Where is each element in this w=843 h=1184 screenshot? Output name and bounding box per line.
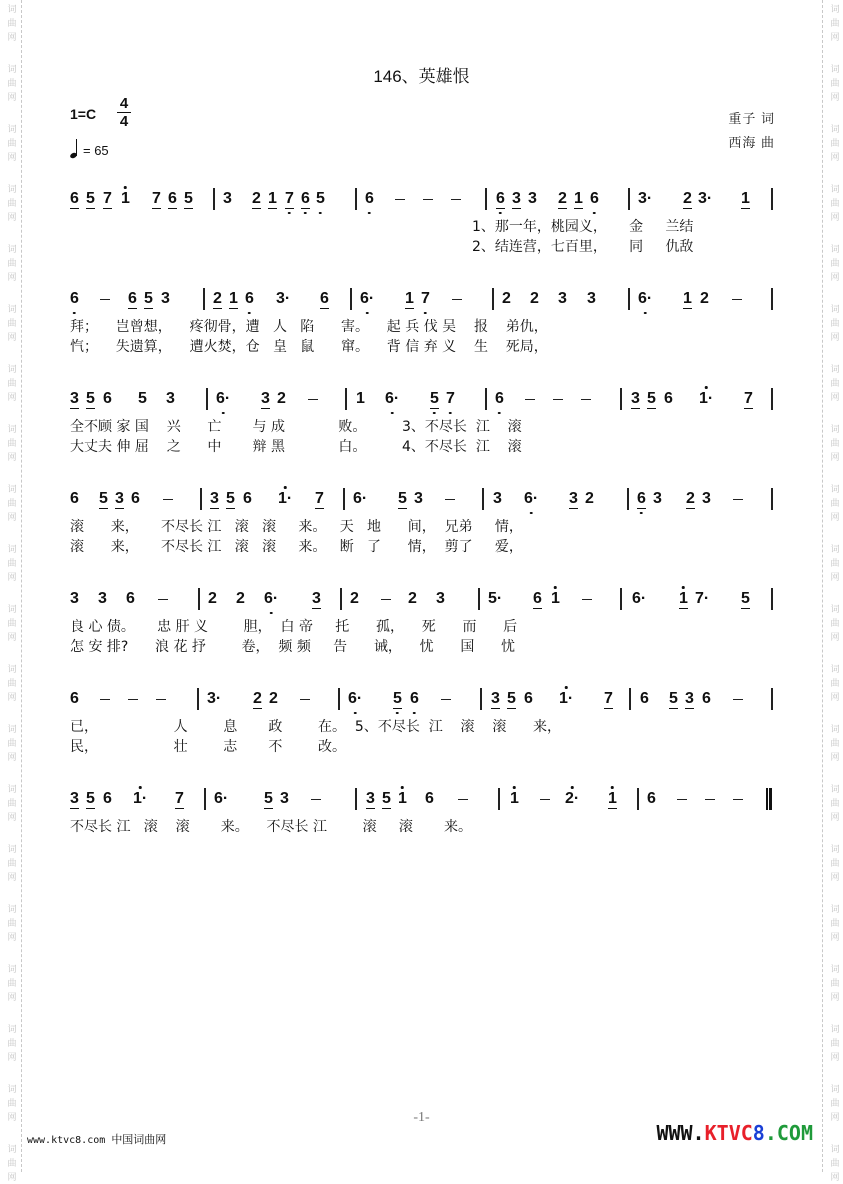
note: 6 xyxy=(320,290,329,307)
note: 5 xyxy=(398,490,407,507)
sustain-dash xyxy=(732,299,742,300)
note: 6 xyxy=(590,190,599,207)
note: 6· xyxy=(216,390,231,407)
note: 6 xyxy=(365,190,374,207)
note: 3 xyxy=(631,390,640,407)
note: 3 xyxy=(223,190,232,207)
watermark-text: 词 曲 网 xyxy=(830,784,840,822)
note: 3 xyxy=(70,390,79,407)
note: 6 xyxy=(245,290,254,307)
barline xyxy=(350,288,352,310)
watermark-text: 词 曲 网 xyxy=(7,64,17,102)
note: 6· xyxy=(264,590,279,607)
time-signature-top: 4 xyxy=(119,95,129,112)
note: 6 xyxy=(301,190,310,207)
sustain-dash xyxy=(100,699,110,700)
note: 2 xyxy=(585,490,594,507)
footer-site-name: 中国词曲网 xyxy=(111,1133,167,1146)
note: 6 xyxy=(664,390,673,407)
watermark-text: 词 曲 网 xyxy=(830,1144,840,1182)
watermark-text: 词 曲 网 xyxy=(7,664,17,702)
note: 5 xyxy=(507,690,516,707)
note: 3· xyxy=(207,690,222,707)
barline xyxy=(340,588,342,610)
note: 5 xyxy=(138,390,147,407)
watermark-text: 词 曲 网 xyxy=(7,724,17,762)
note: 1 xyxy=(356,390,365,407)
watermark-text: 词 曲 网 xyxy=(830,364,840,402)
barline xyxy=(485,388,487,410)
final-barline xyxy=(766,788,772,810)
note: 7 xyxy=(446,390,455,407)
note: 5 xyxy=(669,690,678,707)
sustain-dash xyxy=(158,599,168,600)
barline xyxy=(771,588,773,610)
watermark-text: 词 曲 网 xyxy=(830,724,840,762)
watermark-text: 词 曲 网 xyxy=(830,484,840,522)
note: 3 xyxy=(685,690,694,707)
note: 6 xyxy=(131,490,140,507)
barline xyxy=(771,188,773,210)
lyric-line: 滚 来， 不尽长 江 滚 滚 来。 天 地 间， 兄弟 情， xyxy=(70,519,523,535)
lyric-line: 怎 安 排? 浪 花 抒 卷， 频 频 告 诫， 忧 国 忧 xyxy=(70,639,516,655)
note: 5· xyxy=(488,590,503,607)
note: 3 xyxy=(366,790,375,807)
note: 2 xyxy=(686,490,695,507)
note: 6 xyxy=(70,490,79,507)
note: 7 xyxy=(285,190,294,207)
lyric-line: 不尽长 江 滚 滚 来。 不尽长 江 滚 滚 来。 xyxy=(70,819,473,835)
note: 5 xyxy=(226,490,235,507)
note: 1 xyxy=(510,790,519,807)
key-signature: 1=C xyxy=(70,106,97,122)
lyric-line: 1、那一年，桃园义， 金 兰结 xyxy=(472,219,694,235)
watermark-text: 词 曲 网 xyxy=(830,664,840,702)
note: 3· xyxy=(276,290,291,307)
watermark-text: 词 曲 网 xyxy=(7,424,17,462)
song-title: 146、英雄恨 xyxy=(373,67,470,86)
watermark-text: 词 曲 网 xyxy=(7,184,17,222)
note: 3· xyxy=(698,190,713,207)
sustain-dash xyxy=(311,799,321,800)
barline xyxy=(771,688,773,710)
watermark-text: 词 曲 网 xyxy=(830,1024,840,1062)
sustain-dash xyxy=(395,199,405,200)
footer-site-url[interactable]: www.ktvc8.com xyxy=(27,1135,106,1146)
lyric-line: 全不顾 家 国 兴 亡 与 成 败。 3、不尽长 江 滚 xyxy=(70,419,522,435)
barline xyxy=(771,488,773,510)
watermark-text: 词 曲 网 xyxy=(830,424,840,462)
note: 6 xyxy=(128,290,137,307)
note: 7 xyxy=(421,290,430,307)
note: 3 xyxy=(587,290,596,307)
note: 3 xyxy=(312,590,321,607)
note: 2 xyxy=(502,290,511,307)
left-margin-line xyxy=(21,0,22,1172)
note: 5 xyxy=(647,390,656,407)
barline xyxy=(200,488,202,510)
note: 6 xyxy=(495,390,504,407)
note: 1 xyxy=(405,290,414,307)
note: 2 xyxy=(252,190,261,207)
watermark-text: 词 曲 网 xyxy=(830,544,840,582)
note: 3 xyxy=(653,490,662,507)
note: 5 xyxy=(86,790,95,807)
note: 1· xyxy=(278,490,293,507)
note: 6 xyxy=(103,790,112,807)
barline xyxy=(628,288,630,310)
logo-part: 8 xyxy=(752,1121,765,1145)
note: 7 xyxy=(152,190,161,207)
note: 1 xyxy=(608,790,617,807)
note: 3 xyxy=(70,790,79,807)
note: 3· xyxy=(638,190,653,207)
barline xyxy=(345,388,347,410)
note: 2 xyxy=(700,290,709,307)
lyric-line: 大丈夫 伸 屈 之 中 辩 黑 白。 4、不尽长 江 滚 xyxy=(70,439,522,455)
barline xyxy=(771,388,773,410)
note: 2 xyxy=(213,290,222,307)
barline xyxy=(627,488,629,510)
barline xyxy=(482,488,484,510)
sustain-dash xyxy=(423,199,433,200)
lyric-line: 滚 来， 不尽长 江 滚 滚 来。 断 了 情， 剪了 爱， xyxy=(70,539,523,555)
note: 2 xyxy=(277,390,286,407)
note: 7 xyxy=(315,490,324,507)
footer-site-info xyxy=(27,1131,166,1147)
note: 7· xyxy=(695,590,710,607)
note: 1 xyxy=(398,790,407,807)
note: 2 xyxy=(558,190,567,207)
note: 3 xyxy=(261,390,270,407)
watermark-text: 词 曲 网 xyxy=(7,844,17,882)
right-margin-line xyxy=(822,0,823,1172)
watermark-text: 词 曲 网 xyxy=(830,184,840,222)
sustain-dash xyxy=(451,199,461,200)
sustain-dash xyxy=(441,699,451,700)
watermark-text: 词 曲 网 xyxy=(830,1084,840,1122)
note: 6· xyxy=(214,790,229,807)
watermark-text: 词 曲 网 xyxy=(830,904,840,942)
watermark-text: 词 曲 网 xyxy=(830,964,840,1002)
barline xyxy=(213,188,215,210)
sustain-dash xyxy=(381,599,391,600)
note: 3 xyxy=(569,490,578,507)
sustain-dash xyxy=(458,799,468,800)
barline xyxy=(628,188,630,210)
watermark-text: 词 曲 网 xyxy=(7,484,17,522)
sustain-dash xyxy=(553,399,563,400)
watermark-text: 词 曲 网 xyxy=(830,304,840,342)
barline xyxy=(198,588,200,610)
note: 7 xyxy=(604,690,613,707)
note: 1 xyxy=(121,190,130,207)
note: 6· xyxy=(524,490,539,507)
watermark-text: 词 曲 网 xyxy=(7,304,17,342)
watermark-text: 词 曲 网 xyxy=(830,64,840,102)
note: 5 xyxy=(741,590,750,607)
note: 5 xyxy=(382,790,391,807)
note: 2 xyxy=(408,590,417,607)
note: 5 xyxy=(264,790,273,807)
barline xyxy=(197,688,199,710)
note: 6· xyxy=(353,490,368,507)
note: 6· xyxy=(385,390,400,407)
sustain-dash xyxy=(733,799,743,800)
watermark-text: 词 曲 网 xyxy=(830,244,840,282)
sustain-dash xyxy=(156,699,166,700)
note: 3 xyxy=(161,290,170,307)
sustain-dash xyxy=(163,499,173,500)
barline xyxy=(204,788,206,810)
sustain-dash xyxy=(581,399,591,400)
note: 6 xyxy=(168,190,177,207)
sustain-dash xyxy=(677,799,687,800)
lyric-line: 已， 人 息 政 在。 5、不尽长 江 滚 滚 来， xyxy=(70,719,562,735)
sustain-dash xyxy=(452,299,462,300)
lyric-line: 拜； 岂曾想， 疼彻骨，遭 人 陷 害。 起 兵 伐 吴 报 弟仇， xyxy=(70,319,548,335)
note: 3 xyxy=(528,190,537,207)
barline xyxy=(620,588,622,610)
note: 7 xyxy=(175,790,184,807)
note: 3 xyxy=(414,490,423,507)
note: 3 xyxy=(98,590,107,607)
note: 6· xyxy=(632,590,647,607)
note: 6 xyxy=(410,690,419,707)
watermark-text: 词 曲 网 xyxy=(7,1024,17,1062)
barline xyxy=(492,288,494,310)
watermark-text: 词 曲 网 xyxy=(7,244,17,282)
note: 6· xyxy=(638,290,653,307)
lyricist-credit: 重子 词 xyxy=(728,111,775,126)
barline xyxy=(498,788,500,810)
note: 5 xyxy=(430,390,439,407)
sustain-dash xyxy=(582,599,592,600)
barline xyxy=(620,388,622,410)
note: 1 xyxy=(229,290,238,307)
note: 3 xyxy=(491,690,500,707)
lyric-line: 良 心 债。 忠 肝 义 胆， 白 帝 托 孤， 死 而 后 xyxy=(70,619,518,635)
composer-credit: 西海 曲 xyxy=(728,135,775,150)
note: 1· xyxy=(559,690,574,707)
note: 6 xyxy=(243,490,252,507)
note: 2 xyxy=(269,690,278,707)
sustain-dash xyxy=(525,399,535,400)
page-number: -1- xyxy=(413,1110,430,1125)
note: 6· xyxy=(348,690,363,707)
note: 5 xyxy=(86,390,95,407)
note: 6· xyxy=(360,290,375,307)
barline xyxy=(478,588,480,610)
note: 6 xyxy=(496,190,505,207)
sustain-dash xyxy=(705,799,715,800)
note: 2· xyxy=(565,790,580,807)
time-signature-bottom: 4 xyxy=(119,113,129,130)
watermark-text: 词 曲 网 xyxy=(7,784,17,822)
watermark-text: 词 曲 网 xyxy=(7,964,17,1002)
note: 3 xyxy=(558,290,567,307)
barline xyxy=(637,788,639,810)
note: 6 xyxy=(533,590,542,607)
quarter-note-icon xyxy=(70,138,80,158)
tempo-marking xyxy=(70,138,109,158)
note: 3 xyxy=(70,590,79,607)
note: 7 xyxy=(103,190,112,207)
note: 5 xyxy=(184,190,193,207)
note: 2 xyxy=(253,690,262,707)
watermark-text: 词 曲 网 xyxy=(830,604,840,642)
barline xyxy=(206,388,208,410)
logo-part: KTV xyxy=(704,1121,741,1145)
barline xyxy=(629,688,631,710)
sustain-dash xyxy=(733,499,743,500)
watermark-text: 词 曲 网 xyxy=(7,1084,17,1122)
note: 3 xyxy=(115,490,124,507)
logo-part: C xyxy=(740,1121,753,1145)
barline xyxy=(480,688,482,710)
barline xyxy=(355,188,357,210)
note: 2 xyxy=(683,190,692,207)
barline xyxy=(338,688,340,710)
barline xyxy=(771,288,773,310)
note: 6 xyxy=(524,690,533,707)
note: 2 xyxy=(208,590,217,607)
note: 1 xyxy=(679,590,688,607)
sustain-dash xyxy=(733,699,743,700)
lyric-line: 2、结连营，七百里， 同 仇敌 xyxy=(472,239,694,255)
sustain-dash xyxy=(128,699,138,700)
watermark-text: 词 曲 网 xyxy=(7,604,17,642)
watermark-text: 词 曲 网 xyxy=(830,124,840,162)
watermark-text: 词 曲 网 xyxy=(7,1144,17,1182)
note: 3 xyxy=(493,490,502,507)
note: 6 xyxy=(425,790,434,807)
note: 6 xyxy=(103,390,112,407)
site-logo[interactable] xyxy=(656,1121,813,1145)
note: 6 xyxy=(70,690,79,707)
note: 6 xyxy=(647,790,656,807)
note: 1 xyxy=(683,290,692,307)
note: 7 xyxy=(744,390,753,407)
note: 3 xyxy=(210,490,219,507)
note: 3 xyxy=(166,390,175,407)
note: 6 xyxy=(70,190,79,207)
sustain-dash xyxy=(100,299,110,300)
barline xyxy=(485,188,487,210)
note: 5 xyxy=(144,290,153,307)
note: 5 xyxy=(86,190,95,207)
lyric-line: 民， 壮 志 不 改。 xyxy=(70,739,347,755)
note: 6 xyxy=(702,690,711,707)
note: 3 xyxy=(702,490,711,507)
watermark-text: 词 曲 网 xyxy=(830,4,840,42)
note: 5 xyxy=(393,690,402,707)
watermark-text: 词 曲 网 xyxy=(830,844,840,882)
lyric-line: 忾； 失遗算， 遭火焚，仓 皇 鼠 窜。 背 信 弃 义 生 死局， xyxy=(70,339,548,355)
logo-part: .COM xyxy=(764,1121,813,1145)
watermark-text: 词 曲 网 xyxy=(7,4,17,42)
note: 1· xyxy=(699,390,714,407)
sustain-dash xyxy=(445,499,455,500)
watermark-text: 词 曲 网 xyxy=(7,364,17,402)
note: 1 xyxy=(574,190,583,207)
note: 6 xyxy=(640,690,649,707)
note: 1 xyxy=(551,590,560,607)
note: 3 xyxy=(436,590,445,607)
note: 5 xyxy=(99,490,108,507)
sustain-dash xyxy=(540,799,550,800)
logo-part: WWW. xyxy=(656,1121,705,1145)
watermark-text: 词 曲 网 xyxy=(7,124,17,162)
note: 2 xyxy=(530,290,539,307)
watermark-text: 词 曲 网 xyxy=(7,544,17,582)
note: 2 xyxy=(350,590,359,607)
note: 1 xyxy=(741,190,750,207)
note: 1· xyxy=(133,790,148,807)
note: 6 xyxy=(70,290,79,307)
tempo-value: = 65 xyxy=(83,143,109,158)
note: 2 xyxy=(236,590,245,607)
barline xyxy=(203,288,205,310)
barline xyxy=(355,788,357,810)
sustain-dash xyxy=(300,699,310,700)
note: 6 xyxy=(637,490,646,507)
note: 1 xyxy=(268,190,277,207)
note: 5 xyxy=(316,190,325,207)
note: 3 xyxy=(512,190,521,207)
sustain-dash xyxy=(308,399,318,400)
note: 3 xyxy=(280,790,289,807)
note: 6 xyxy=(126,590,135,607)
time-signature xyxy=(117,96,131,129)
barline xyxy=(343,488,345,510)
watermark-text: 词 曲 网 xyxy=(7,904,17,942)
